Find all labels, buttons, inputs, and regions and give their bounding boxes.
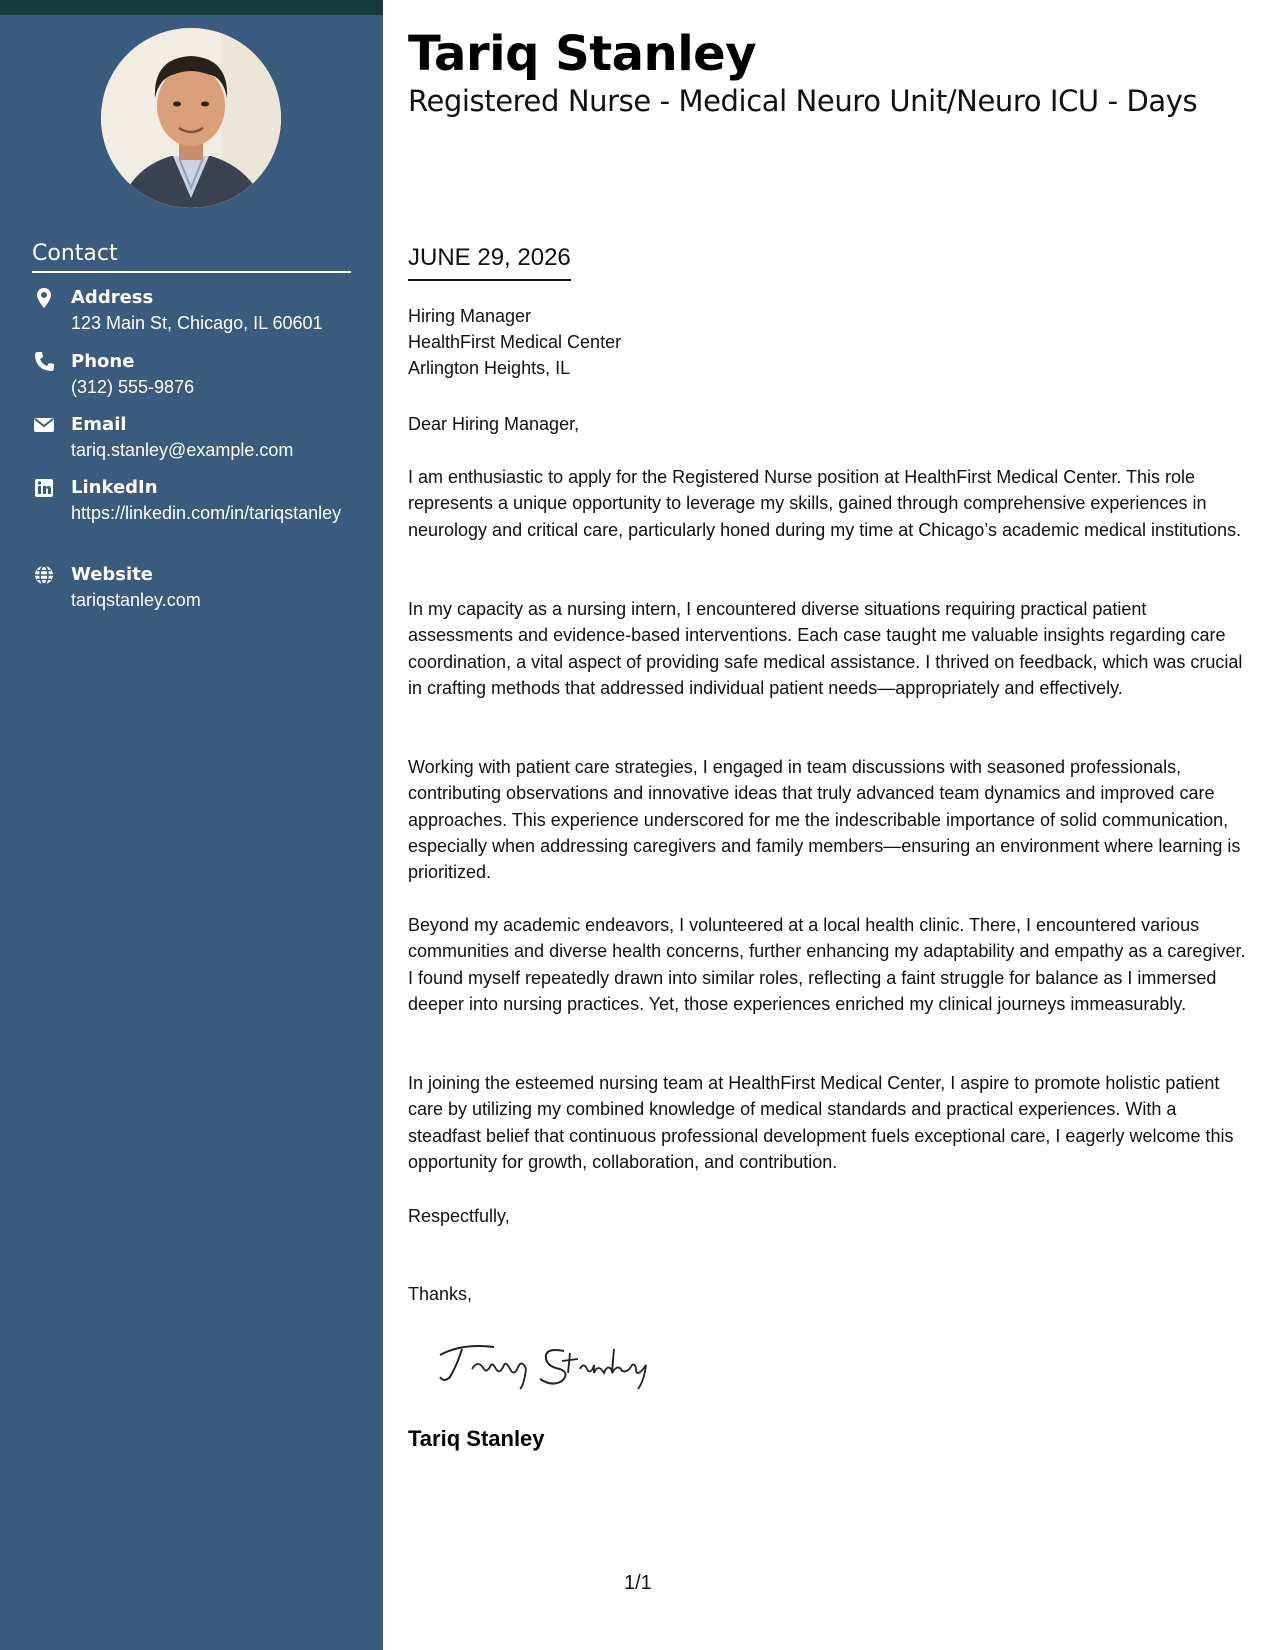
phone-label: Phone: [71, 351, 135, 372]
letter-main: [408, 0, 1258, 1650]
recipient-line: Hiring Manager: [408, 306, 532, 326]
linkedin-label: LinkedIn: [71, 477, 158, 498]
applicant-name: Tariq Stanley: [408, 26, 757, 82]
email-value: tariq.stanley@example.com: [71, 440, 294, 460]
page-number: 1/1: [624, 1572, 652, 1594]
website-label: Website: [71, 564, 154, 585]
sidebar-top-strip: [0, 0, 383, 15]
recipient-line: Arlington Heights, IL: [408, 358, 571, 378]
job-title: Registered Nurse - Medical Neuro Unit/Neuro ICU - Days: [408, 84, 1198, 118]
body-paragraph: In joining the esteemed nursing team at HealthFirst Medical Center, I aspire to promote holistic patient care by utilizing my combined knowledge of medical standards and practical experiences. With a steadfast belief that continuous professional development fuels exceptional care, I eagerly welcome this opportunity for growth, collaboration, and contribution.: [408, 1073, 1234, 1172]
recipient-line: HealthFirst Medical Center: [408, 332, 622, 352]
envelope-icon: [32, 413, 56, 437]
signed-name: Tariq Stanley: [408, 1426, 545, 1451]
linkedin-value[interactable]: https://linkedin.com/in/tariqstanley: [71, 503, 342, 523]
body-paragraph: In my capacity as a nursing intern, I encountered diverse situations requiring practical patient assessments and evidence-based interventions. Each case taught me valuable insights regarding care coordination, a vital aspect of providing safe medical assistance. I thrived on feedback, which was crucial in crafting methods that addressed individual patient needs—appropriately and effectively.: [408, 599, 1243, 698]
linkedin-icon: [32, 476, 56, 500]
sidebar: [0, 0, 383, 1650]
profile-photo: [101, 28, 281, 208]
body-paragraph: I am enthusiastic to apply for the Registered Nurse position at HealthFirst Medical Center. This role represents a unique opportunity to leverage my skills, gained through comprehensive experiences in neurology and critical care, particularly honed during my time at Chicago’s academic medical institutions.: [408, 467, 1242, 540]
greeting: Dear Hiring Manager,: [408, 414, 580, 434]
body-paragraph: Beyond my academic endeavors, I volunteered at a local health clinic. There, I encountered various communities and diverse health concerns, further enhancing my adaptability and empathy as a caregiver. I found myself repeatedly drawn into similar roles, reflecting a faint struggle for balance as I immersed deeper into nursing practices. Yet, those experiences enriched my clinical journeys immeasurably.: [408, 915, 1246, 1014]
website-value[interactable]: tariqstanley.com: [71, 590, 201, 610]
email-label: Email: [71, 414, 127, 435]
contact-heading: Contact: [32, 241, 351, 273]
body-paragraph: Working with patient care strategies, I engaged in team discussions with seasoned professionals, contributing observations and innovative ideas that truly advanced team dynamics and improved care approaches. This experience underscored for me the indescribable importance of solid communication, especially when addressing caregivers and family members—ensuring an environment where learning is prioritized.: [408, 757, 1241, 883]
thanks-line: Thanks,: [408, 1284, 473, 1304]
address-value: 123 Main St, Chicago, IL 60601: [71, 313, 323, 333]
letter-date: JUNE 29, 2026: [408, 243, 571, 281]
closing: Respectfully,: [408, 1206, 510, 1226]
recipient-block: [408, 303, 621, 381]
phone-icon: [32, 350, 56, 374]
address-label: Address: [71, 287, 154, 308]
globe-icon: [32, 563, 56, 587]
phone-value: (312) 555-9876: [71, 377, 195, 397]
map-pin-icon: [32, 286, 56, 310]
handwritten-signature: [432, 1333, 672, 1393]
